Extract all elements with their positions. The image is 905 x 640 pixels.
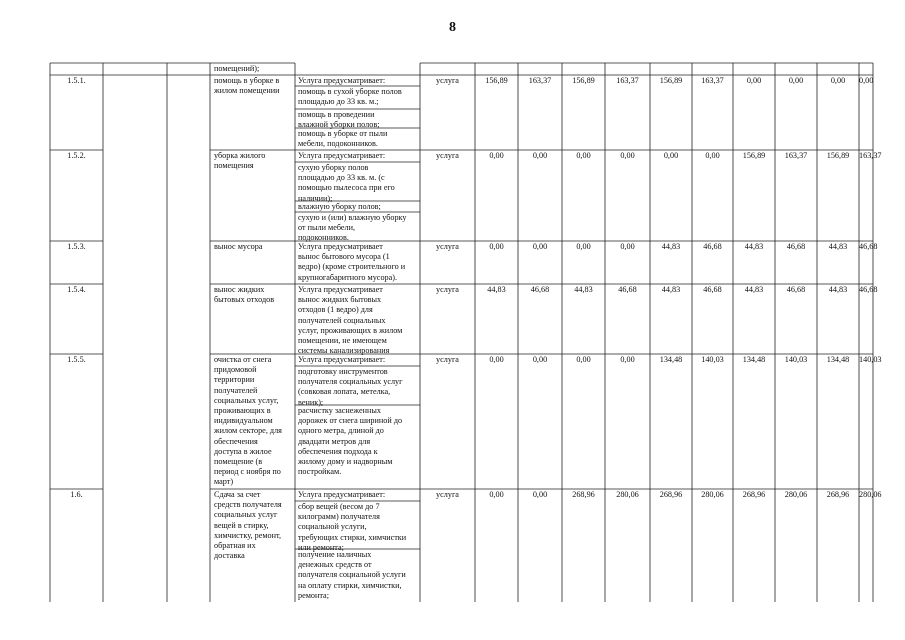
service-description: подготовку инструментов: [298, 367, 388, 376]
value-cell: 46,68: [703, 242, 722, 251]
service-name: доступа в жилое: [214, 446, 272, 456]
service-description: Услуга предусматривает: [298, 242, 383, 251]
unit-cell: услуга: [436, 355, 459, 364]
service-description: или ремонта;: [298, 542, 344, 552]
service-description: обеспечения подхода к: [298, 446, 378, 456]
value-cell: 46,68: [703, 285, 722, 294]
service-name: бытовых отходов: [214, 295, 275, 305]
service-description: на оплату стирки, химчистки,: [298, 580, 402, 590]
value-cell: 140,03: [701, 355, 724, 364]
value-cell: 0,00: [620, 151, 635, 160]
value-cell: 46,68: [859, 242, 878, 251]
value-cell: 44,83: [661, 242, 681, 251]
service-description: ведро) (кроме строительного и: [298, 262, 406, 272]
value-cell: 0,00: [663, 151, 679, 160]
service-name: средств получателя: [214, 500, 282, 510]
service-description: помощь в сухой уборке полов: [298, 87, 402, 96]
service-description: получателя социальной услуги: [298, 570, 406, 580]
value-cell: 140,03: [784, 355, 808, 364]
service-description: Услуга предусматривает:: [298, 151, 386, 160]
service-name: социальных услуг,: [214, 395, 279, 405]
service-description: вынос бытового мусора (1: [298, 252, 390, 262]
unit-cell: услуга: [436, 76, 459, 85]
value-cell: 0,00: [705, 151, 720, 160]
page-number: 8: [449, 20, 456, 35]
service-name: помещение (в: [214, 457, 263, 466]
row-number: 1.5.2.: [67, 151, 86, 160]
service-name: обратная их: [214, 541, 256, 550]
service-description: денежных средств от: [298, 560, 372, 570]
value-cell: 46,68: [859, 285, 878, 294]
value-cell: 44,83: [574, 285, 593, 294]
value-cell: 280,06: [616, 490, 639, 499]
value-cell: 0,00: [788, 76, 804, 85]
value-cell: 134,48: [742, 355, 766, 364]
service-description: помощь в уборке от пыли: [298, 129, 388, 138]
service-name: помощь в уборке в: [214, 76, 280, 85]
unit-cell: услуга: [436, 151, 459, 160]
service-name: уборка жилого: [214, 151, 266, 160]
service-description: от пыли мебели,: [298, 223, 356, 233]
service-description: площадью до 33 кв. м. (с: [298, 173, 385, 183]
row-number: 1.5.5.: [67, 355, 86, 364]
continuation-text: помещений);: [214, 64, 260, 73]
service-name: Сдача за счет: [214, 490, 261, 499]
service-description: веник);: [298, 397, 324, 407]
value-cell: 268,96: [826, 490, 850, 499]
service-description: Услуга предусматривает:: [298, 355, 386, 364]
service-description: сбор вещей (весом до 7: [298, 502, 380, 511]
service-name: получателей: [214, 385, 258, 395]
service-name: период с ноября по: [214, 467, 281, 477]
value-cell: 163,37: [859, 151, 882, 160]
value-cell: 134,48: [826, 355, 850, 364]
value-cell: 163,37: [701, 76, 724, 85]
value-cell: 44,83: [744, 242, 764, 251]
value-cell: 163,37: [616, 76, 639, 85]
value-cell: 156,89: [485, 76, 508, 85]
value-cell: 0,00: [859, 76, 874, 85]
service-description: системы канализирования: [298, 346, 390, 356]
unit-cell: услуга: [436, 285, 459, 294]
value-cell: 156,89: [742, 151, 766, 160]
value-cell: 44,83: [661, 285, 681, 294]
value-cell: 0,00: [620, 242, 635, 251]
service-name: проживающих в: [214, 406, 271, 415]
value-cell: 44,83: [487, 285, 506, 294]
value-cell: 0,00: [746, 76, 762, 85]
service-description: Услуга предусматривает: [298, 285, 383, 294]
value-cell: 44,83: [744, 285, 764, 294]
value-cell: 156,89: [659, 76, 683, 85]
value-cell: 0,00: [576, 242, 591, 251]
service-description: крупногабаритного мусора).: [298, 272, 398, 282]
value-cell: 0,00: [489, 490, 504, 499]
service-name: территории: [214, 375, 255, 385]
service-name: химчистку, ремонт,: [214, 530, 281, 540]
service-description: Услуга предусматривает:: [298, 76, 386, 85]
service-description: услуг, проживающих в жилом: [298, 325, 403, 335]
service-description: наличии);: [298, 193, 333, 203]
row-number: 1.5.4.: [67, 285, 86, 294]
service-description: Услуга предусматривает:: [298, 490, 386, 499]
value-cell: 280,06: [701, 490, 724, 499]
value-cell: 156,89: [826, 151, 850, 160]
row-number: 1.6.: [70, 490, 83, 499]
value-cell: 0,00: [620, 355, 635, 364]
value-cell: 44,83: [828, 242, 848, 251]
value-cell: 46,68: [786, 285, 806, 294]
service-name: придомовой: [214, 365, 257, 375]
value-cell: 268,96: [742, 490, 766, 499]
service-description: получателей социальных: [298, 315, 386, 325]
value-cell: 0,00: [532, 151, 548, 160]
service-description: одного метра, длиной до: [298, 426, 384, 436]
value-cell: 46,68: [530, 285, 550, 294]
value-cell: 0,00: [489, 355, 504, 364]
service-name: вынос жидких: [214, 285, 265, 294]
unit-cell: услуга: [436, 490, 459, 499]
value-cell: 163,37: [784, 151, 808, 160]
value-cell: 163,37: [528, 76, 552, 85]
service-description: площадью до 33 кв. м.;: [298, 97, 379, 107]
service-description: социальной услуги,: [298, 522, 367, 532]
service-description: подоконников.: [298, 233, 349, 243]
service-description: отходов (1 ведро) для: [298, 305, 373, 315]
service-description: постройкам.: [298, 467, 342, 477]
value-cell: 0,00: [489, 242, 504, 251]
service-name: индивидуальном: [214, 416, 273, 426]
value-cell: 268,96: [659, 490, 683, 499]
service-description: сухую и (или) влажную уборку: [298, 213, 407, 222]
value-cell: 156,89: [572, 76, 595, 85]
service-name: жилом секторе, для: [214, 426, 282, 436]
service-description: помещении, не имеющем: [298, 336, 387, 345]
row-number: 1.5.1.: [67, 76, 86, 85]
row-number: 1.5.3.: [67, 242, 86, 251]
service-name: доставка: [214, 551, 245, 561]
value-cell: 280,06: [784, 490, 808, 499]
service-name: март): [214, 477, 234, 487]
value-cell: 0,00: [532, 242, 548, 251]
value-cell: 140,03: [859, 355, 882, 364]
service-description: (совковая лопата, метелка,: [298, 387, 391, 397]
value-cell: 268,96: [572, 490, 595, 499]
value-cell: 0,00: [830, 76, 846, 85]
service-description: помощь в проведении: [298, 110, 375, 119]
service-name: вещей в стирку,: [214, 520, 269, 530]
service-description: влажной уборки полов;: [298, 120, 380, 130]
value-cell: 46,68: [618, 285, 637, 294]
value-cell: 0,00: [532, 490, 548, 499]
value-cell: 0,00: [532, 355, 548, 364]
service-description: жилому дому и надворным: [298, 457, 393, 466]
service-description: мебели, подоконников.: [298, 139, 378, 149]
value-cell: 44,83: [828, 285, 848, 294]
value-cell: 46,68: [786, 242, 806, 251]
service-description: требующих стирки, химчистки: [298, 532, 407, 542]
value-cell: 0,00: [576, 355, 591, 364]
value-cell: 0,00: [576, 151, 591, 160]
service-description: получателя социальных услуг: [298, 377, 403, 387]
service-description: двадцати метров для: [298, 436, 371, 446]
service-description: влажную уборку полов;: [298, 202, 381, 211]
service-name: очистка от снега: [214, 355, 272, 364]
service-name: вынос мусора: [214, 242, 263, 251]
service-name: обеспечения: [214, 436, 258, 446]
value-cell: 0,00: [489, 151, 504, 160]
service-description: расчистку заснеженных: [298, 406, 381, 415]
service-description: помощью пылесоса при его: [298, 183, 395, 193]
service-description: сухую уборку полов: [298, 163, 369, 172]
service-description: дорожек от снега шириной до: [298, 416, 403, 426]
service-description: ремонта;: [298, 590, 329, 600]
service-name: жилом помещении: [214, 86, 280, 96]
service-description: килограмм) получателя: [298, 512, 380, 522]
service-name: социальных услуг: [214, 510, 278, 520]
service-name: помещения: [214, 161, 254, 171]
unit-cell: услуга: [436, 242, 459, 251]
service-description: вынос жидких бытовых: [298, 295, 382, 305]
value-cell: 280,06: [859, 490, 882, 499]
service-description: получение наличных: [298, 550, 372, 559]
value-cell: 134,48: [659, 355, 683, 364]
